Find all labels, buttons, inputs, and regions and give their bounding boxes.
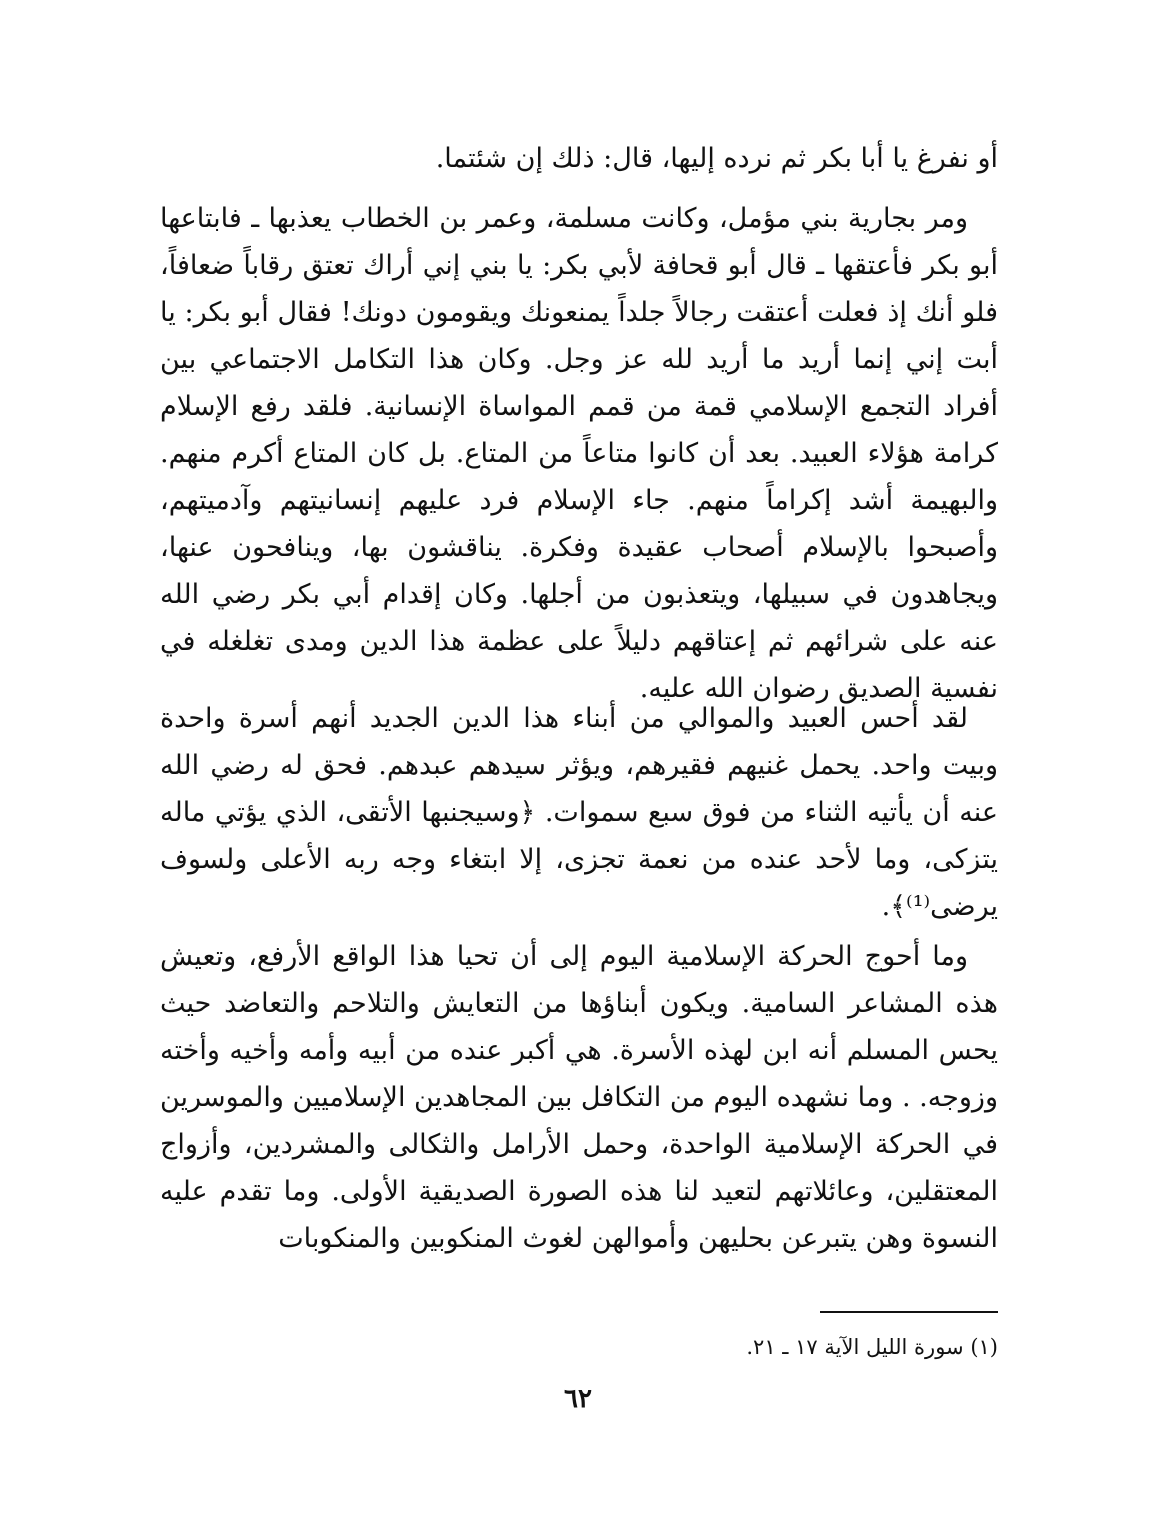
footnote-divider [820,1311,998,1313]
paragraph-one-family [160,695,998,930]
paragraph-4: وما أحوج الحركة الإسلامية اليوم إلى أن تحيا هذا الواقع الأرفع، وتعيش هذه المشاعر السامية. ويكون أبناؤها من التعايش والتلاحم والتعاضد حيث يحس المسلم أنه ابن لهذه الأسرة. هي أكبر عنده من أبيه وأمه وأخيه وأخته وزوجه. . وما نشهده اليوم من التكافل بين المجاهدين الإسلاميين والموسرين في الحركة الإسلامية الواحدة، وحمل الأرامل والثكالى والمشردين، وأزواج المعتقلين، وعائلاتهم لتعيد لنا هذه الصورة الصديقية الأولى. وما تقدم عليه النسوة وهن يتبرعن بحليهن وأموالهن لغوث المنكوبين والمنكوبات [160,941,998,1254]
paragraph-islamic-movement [160,933,998,1262]
footnote: (١) سورة الليل الآية ١٧ ـ ٢١. [746,1335,998,1359]
paragraph-1: أو نفرغ يا أبا بكر ثم نرده إليها، قال: ذلك إن شئتما. [435,143,998,174]
paragraph-3: لقد أحس العبيد والموالي من أبناء هذا الدين الجديد أنهم أسرة واحدة وبيت واحد. يحمل غنيهم فقيرهم، ويؤثر سيدهم عبدهم. فحق له رضي الله عنه أن يأتيه الثناء من فوق سبع سموات. ﴿وسيجنبها الأتقى، الذي يؤتي ماله يتزكى، وما لأحد عنده من نعمة تجزى، إلا ابتغاء وجه ربه الأعلى ولسوف يرضى⁽¹⁾﴾. [160,703,998,922]
paragraph-2: ومر بجارية بني مؤمل، وكانت مسلمة، وعمر بن الخطاب يعذبها ـ فابتاعها أبو بكر فأعتقها ـ قال أبو قحافة لأبي بكر: يا بني إني أراك تعتق رقاباً ضعافاً، فلو أنك إذ فعلت أعتقت رجالاً جلداً يمنعونك ويقومون دونك! فقال أبو بكر: يا أبت إني إنما أريد ما أريد لله عز وجل. وكان هذا التكامل الاجتماعي بين أفراد التجمع الإسلامي قمة من قمم المواساة الإنسانية. فلقد رفع الإسلام كرامة هؤلاء العبيد. بعد أن كانوا متاعاً من المتاع. بل كان المتاع أكرم منهم. والبهيمة أشد إكراماً منهم. جاء الإسلام فرد عليهم إنسانيتهم وآدميتهم، وأصبحوا بالإسلام أصحاب عقيدة وفكرة. يناقشون بها، وينافحون عنها، ويجاهدون في سبيلها، ويتعذبون من أجلها. وكان إقدام أبي بكر رضي الله عنه على شرائهم ثم إعتاقهم دليلاً على عظمة هذا الدين ومدى تغلغله في نفسية الصديق رضوان الله عليه. [160,203,998,704]
paragraph-abu-bakr-slaves [160,195,998,712]
page-number: ٦٢ [564,1384,592,1414]
paragraph-continuation [160,135,998,182]
